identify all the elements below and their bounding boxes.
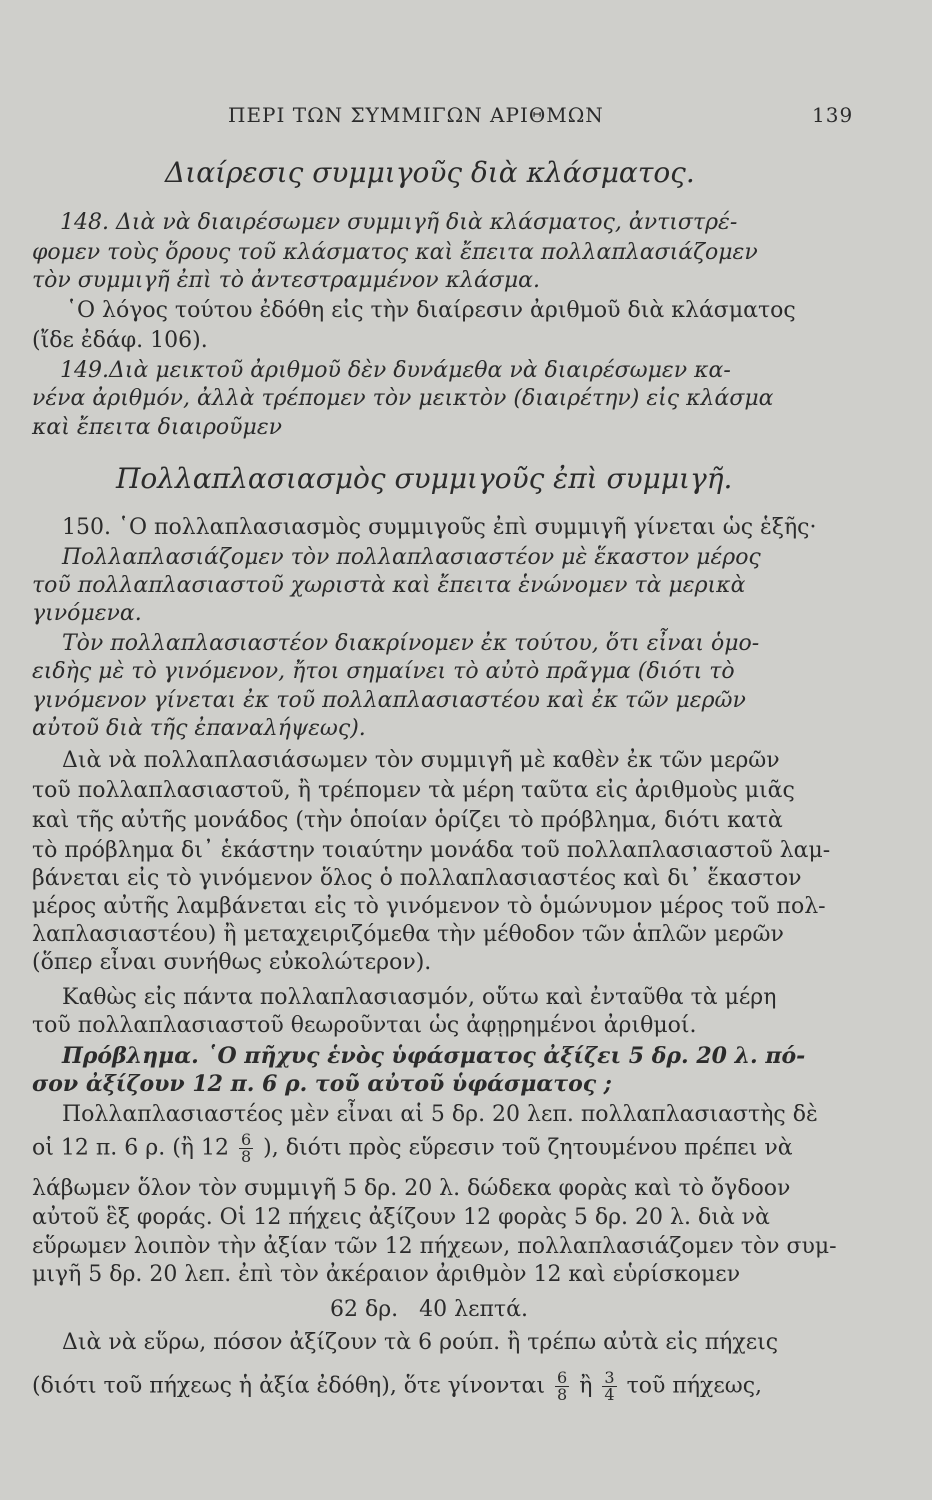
closing-text: ἢ [579,1373,593,1399]
problem-line: Πρόβλημα. ῾Ο πῆχυς ἑνὸς ὑφάσματος ἀξίζει 5 δρ. 20 λ. πό- [62,1043,806,1069]
fractions-line: τοῦ πολλαπλασιαστοῦ θεωροῦνται ὡς ἀφῃρημένοι ἀριθμοί. [32,1013,697,1038]
closing-text: (διότι τοῦ πήχεως ἡ ἀξία ἐδόθη), ὅτε γίνονται [32,1373,546,1399]
fraction-denominator: 8 [240,1147,252,1166]
paragraph-149-line: νένα ἀριθμόν, ἀλλὰ τρέπομεν τὸν μεικτὸν (διαιρέτην) εἰς κλάσμα [32,386,774,411]
method-line: (ὅπερ εἶναι συνήθως εὐκολώτερον). [32,950,432,975]
solution-line: Πολλαπλασιαστέος μὲν εἶναι αἱ 5 δρ. 20 λεπ. πολλαπλασιαστὴς δὲ [62,1102,818,1127]
paragraph-148-line: τὸν συμμιγῆ ἐπὶ τὸ ἀντεστραμμένον κλάσμα. [32,268,540,293]
running-title: ΠΕΡΙ ΤΩΝ ΣΥΜΜΙΓΩΝ ΑΡΙΘΜΩΝ [228,103,604,127]
method-line: Διὰ νὰ πολλαπλασιάσωμεν τὸν συμμιγῆ μὲ καθὲν ἐκ τῶν μερῶν [62,748,780,773]
solution-line: μιγῆ 5 δρ. 20 λεπ. ἐπὶ τὸν ἀκέραιον ἀριθμὸν 12 καὶ εὑρίσκομεν [32,1262,741,1287]
method-line: βάνεται εἰς τὸ γινόμενον ὅλος ὁ πολλαπλασιαστέος καὶ δι᾽ ἕκαστον [32,866,802,891]
closing-line-with-fractions [32,1370,762,1403]
method-line: καὶ τῆς αὐτῆς μονάδος (τὴν ὁποίαν ὁρίζει τὸ πρόβλημα, διότι κατὰ [32,808,783,833]
closing-line: Διὰ νὰ εὕρω, πόσον ἀξίζουν τὰ 6 ρούπ. ἢ τρέπω αὐτὰ εἰς πήχεις [62,1330,779,1355]
reason-line: ῾Ο λόγος τούτου ἐδόθη εἰς τὴν διαίρεσιν ἀριθμοῦ διὰ κλάσματος [66,298,796,323]
rule-line: τοῦ πολλαπλασιαστοῦ χωριστὰ καὶ ἔπειτα ἑνώνομεν τὰ μερικὰ [32,573,746,598]
result-line: 62 δρ. 40 λεπτά. [330,1297,528,1322]
rule-line: Πολλαπλασιάζομεν τὸν πολλαπλασιαστέον μὲ ἕκαστον μέρος [62,545,761,570]
method-line: τὸ πρόβλημα δι᾽ ἑκάστην τοιαύτην μονάδα τοῦ πολλαπλασιαστοῦ λαμ- [32,838,831,863]
paragraph-150-intro: 150. ῾Ο πολλαπλασιασμὸς συμμιγοῦς ἐπὶ συμμιγῆ γίνεται ὡς ἑξῆς· [62,515,817,540]
closing-text: τοῦ πήχεως, [626,1373,763,1399]
solution-text: ), διότι πρὸς εὕρεσιν τοῦ ζητουμένου πρέπει νὰ [263,1135,793,1161]
reason-line: (ἴδε ἐδάφ. 106). [32,328,208,353]
fraction-six-eighths [555,1370,569,1403]
problem-line: σον ἀξίζουν 12 π. 6 ρ. τοῦ αὐτοῦ ὑφάσματος ; [32,1071,612,1097]
fraction-six-eighths [239,1132,253,1165]
note-line: γινόμενον γίνεται ἐκ τοῦ πολλαπλασιαστέου καὶ ἐκ τῶν μερῶν [32,688,746,713]
paragraph-149-line: 149.Διὰ μεικτοῦ ἀριθμοῦ δὲν δυνάμεθα νὰ διαιρέσωμεν κα- [60,358,731,383]
fraction-denominator: 4 [604,1385,615,1404]
note-line: Τὸν πολλαπλασιαστέον διακρίνομεν ἐκ τούτου, ὅτι εἶναι ὁμο- [62,631,760,656]
paragraph-148-line: 148. Διὰ νὰ διαιρέσωμεν συμμιγῆ διὰ κλάσματος, ἀντιστρέ- [60,210,738,235]
paragraph-148-line: φομεν τοὺς ὅρους τοῦ κλάσματος καὶ ἔπειτα πολλαπλασιάζομεν [32,240,758,265]
fraction-three-quarters [602,1370,616,1403]
fraction-numerator: 6 [557,1368,568,1387]
note-line: ειδὴς μὲ τὸ γινόμενον, ἤτοι σημαίνει τὸ αὐτὸ πρᾶγμα (διότι τὸ [32,659,735,684]
fraction-numerator: 3 [604,1368,615,1387]
fraction-denominator: 8 [557,1385,568,1404]
solution-line: εὕρωμεν λοιπὸν τὴν ἀξίαν τῶν 12 πήχεων, πολλαπλασιάζομεν τὸν συμ- [32,1234,837,1259]
rule-line: γινόμενα. [32,601,142,626]
solution-line: λάβωμεν ὅλον τὸν συμμιγῆ 5 δρ. 20 λ. δώδεκα φορὰς καὶ τὸ ὄγδοον [32,1176,791,1201]
method-line: λαπλασιαστέου) ἢ μεταχειριζόμεθα τὴν μέθοδον τῶν ἁπλῶν μερῶν [32,922,784,947]
section-title-multiplication: Πολλαπλασιασμὸς συμμιγοῦς ἐπὶ συμμιγῆ. [116,462,733,495]
note-line: αὐτοῦ διὰ τῆς ἐπαναλήψεως). [32,716,366,741]
paragraph-149-line: καὶ ἔπειτα διαιροῦμεν [32,415,283,440]
fractions-line: Καθὼς εἰς πάντα πολλαπλασιασμόν, οὕτω καὶ ἐνταῦθα τὰ μέρη [62,985,777,1010]
section-title-division: Διαίρεσις συμμιγοῦς διὰ κλάσματος. [165,156,695,189]
method-line: τοῦ πολλαπλασιαστοῦ, ἢ τρέπομεν τὰ μέρη ταῦτα εἰς ἀριθμοὺς μιᾶς [32,778,795,803]
page-number: 139 [812,103,854,127]
solution-line: αὐτοῦ ἓξ φοράς. Οἱ 12 πήχεις ἀξίζουν 12 φορὰς 5 δρ. 20 λ. διὰ νὰ [32,1205,770,1230]
method-line: μέρος αὐτῆς λαμβάνεται εἰς τὸ γινόμενον τὸ ὁμώνυμον μέρος τοῦ πολ- [32,894,826,919]
solution-line-with-fraction [32,1132,793,1165]
fraction-numerator: 6 [240,1130,252,1149]
solution-text: οἱ 12 π. 6 ρ. (ἢ 12 [32,1135,229,1161]
